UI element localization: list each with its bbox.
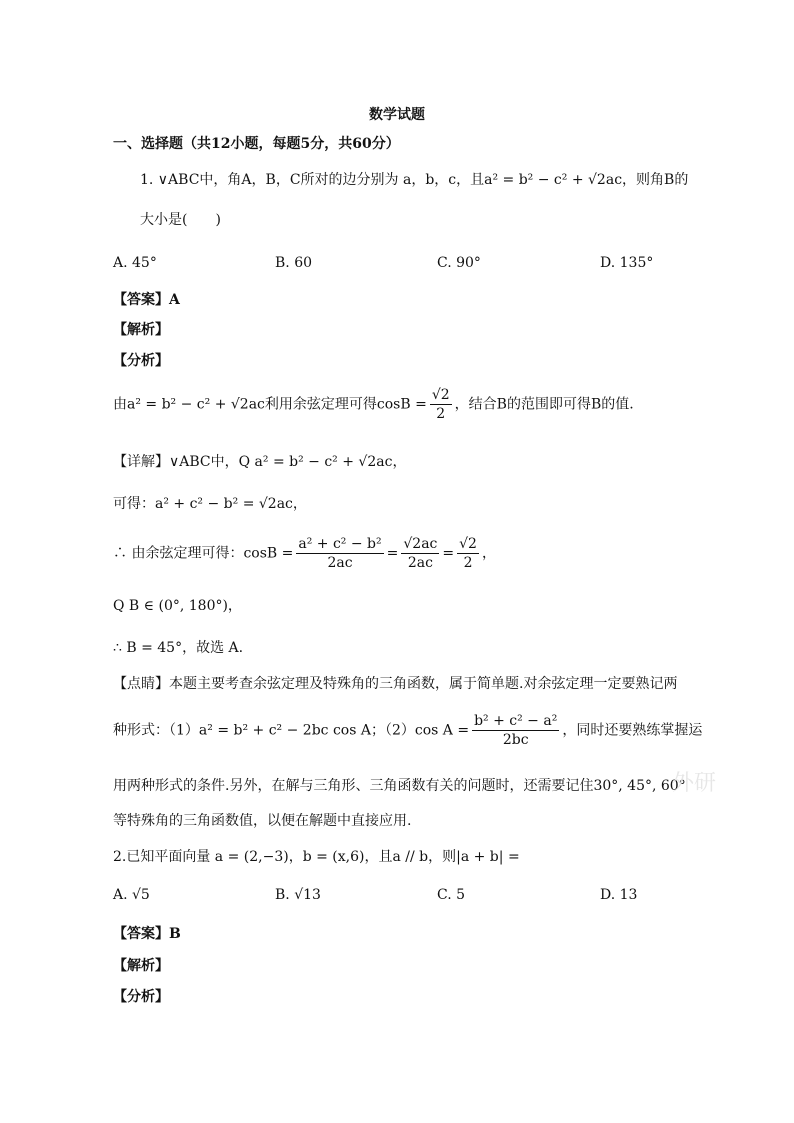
fraction-numerator: b² + c² − a² (474, 713, 558, 729)
q1-detail-line2: 可得：a² + c² − b² = √2ac， (113, 496, 307, 512)
q1-detail-line5: ∴ B = 45°，故选 A. (113, 640, 244, 656)
section-heading: 一、选择题（共12小题，每题5分，共60分） (113, 136, 400, 152)
q1-detail-line1: 【详解】∨ABC中，Q a² = b² − c² + √2ac， (113, 454, 407, 470)
q2-fenxi-label: 【分析】 (113, 989, 169, 1005)
page-title: 数学试题 (369, 107, 425, 123)
q2-option-d: D. 13 (600, 887, 638, 903)
fraction-numerator: √2 (431, 387, 450, 403)
q1-jiexi-label: 【解析】 (113, 322, 169, 338)
q1-option-c: C. 90° (437, 255, 481, 271)
fraction-numerator: a² + c² − b² (298, 536, 382, 552)
q1-comment-line1: 【点睛】本题主要考查余弦定理及特殊角的三角函数，属于简单题.对余弦定理一定要熟记两 (113, 676, 678, 692)
q1-option-b: B. 60 (275, 255, 313, 271)
q1-answer: 【答案】A (113, 292, 180, 308)
fraction-denominator: 2ac (407, 555, 433, 571)
fraction-denominator: 2ac (327, 555, 353, 571)
q1-detail3-post: ， (481, 545, 496, 562)
q1-analysis-pre: 由a² = b² − c² + √2ac利用余弦定理可得cosB = (113, 396, 427, 413)
q1-comment2-fraction (472, 712, 559, 749)
q1-option-a: A. 45° (113, 255, 157, 271)
fraction-numerator: √2ac (403, 536, 438, 552)
q1-detail3-fraction-1 (296, 535, 383, 572)
q1-detail3-fraction-3 (457, 535, 479, 572)
fraction-denominator: 2 (436, 406, 446, 422)
q1-comment2-post: ，同时还要熟练掌握运 (562, 722, 703, 739)
q1-comment-line4: 等特殊角的三角函数值，以便在解题中直接应用. (113, 813, 412, 829)
q2-option-b: B. √13 (275, 887, 321, 903)
q1-analysis-post: ，结合B的范围即可得B的值. (454, 396, 634, 413)
q1-fenxi-label: 【分析】 (113, 353, 169, 369)
q1-analysis-line (113, 386, 634, 423)
q1-analysis-fraction (430, 386, 452, 423)
q1-comment-line3: 用两种形式的条件.另外，在解与三角形、三角函数有关的问题时，还需要记住30°, 45°, 60° (113, 778, 686, 794)
q2-stem: 2.已知平面向量 a = (2,−3)，b = (x,6)，且a // b，则|a + b| = (113, 849, 520, 865)
q1-stem-line1: 1. ∨ABC中，角A，B，C所对的边分别为 a，b，c，且a² = b² − c² + √2ac，则角B的 (140, 172, 689, 188)
q2-answer: 【答案】B (113, 926, 181, 942)
watermark: 外研 (672, 771, 717, 796)
fraction-denominator: 2 (463, 555, 473, 571)
fraction-numerator: √2 (459, 536, 477, 552)
q1-comment2-pre: 种形式：（1）a² = b² + c² − 2bc cos A；（2）cos A = (113, 722, 470, 739)
q1-detail3-fraction-2 (401, 535, 439, 572)
q2-option-a: A. √5 (113, 887, 150, 903)
q1-stem-line2: 大小是( ) (140, 212, 221, 228)
q2-jiexi-label: 【解析】 (113, 958, 169, 974)
q1-detail3-pre: ∴ 由余弦定理可得：cosB = (113, 545, 294, 562)
q1-detail-line4: Q B ∈ (0°, 180°)， (113, 598, 242, 614)
q1-option-d: D. 135° (600, 255, 654, 271)
fraction-denominator: 2bc (502, 732, 529, 748)
q2-option-c: C. 5 (437, 887, 466, 903)
q1-comment-line2 (113, 712, 702, 749)
q1-detail-line3: ∴ 由余弦定理可得：cosB = $\frac{\text{a² + c² − b²}}{2ac}$ = $\frac{√2ac}{2ac}$ = $\frac{√2}{2}$ ， (113, 536, 496, 571)
